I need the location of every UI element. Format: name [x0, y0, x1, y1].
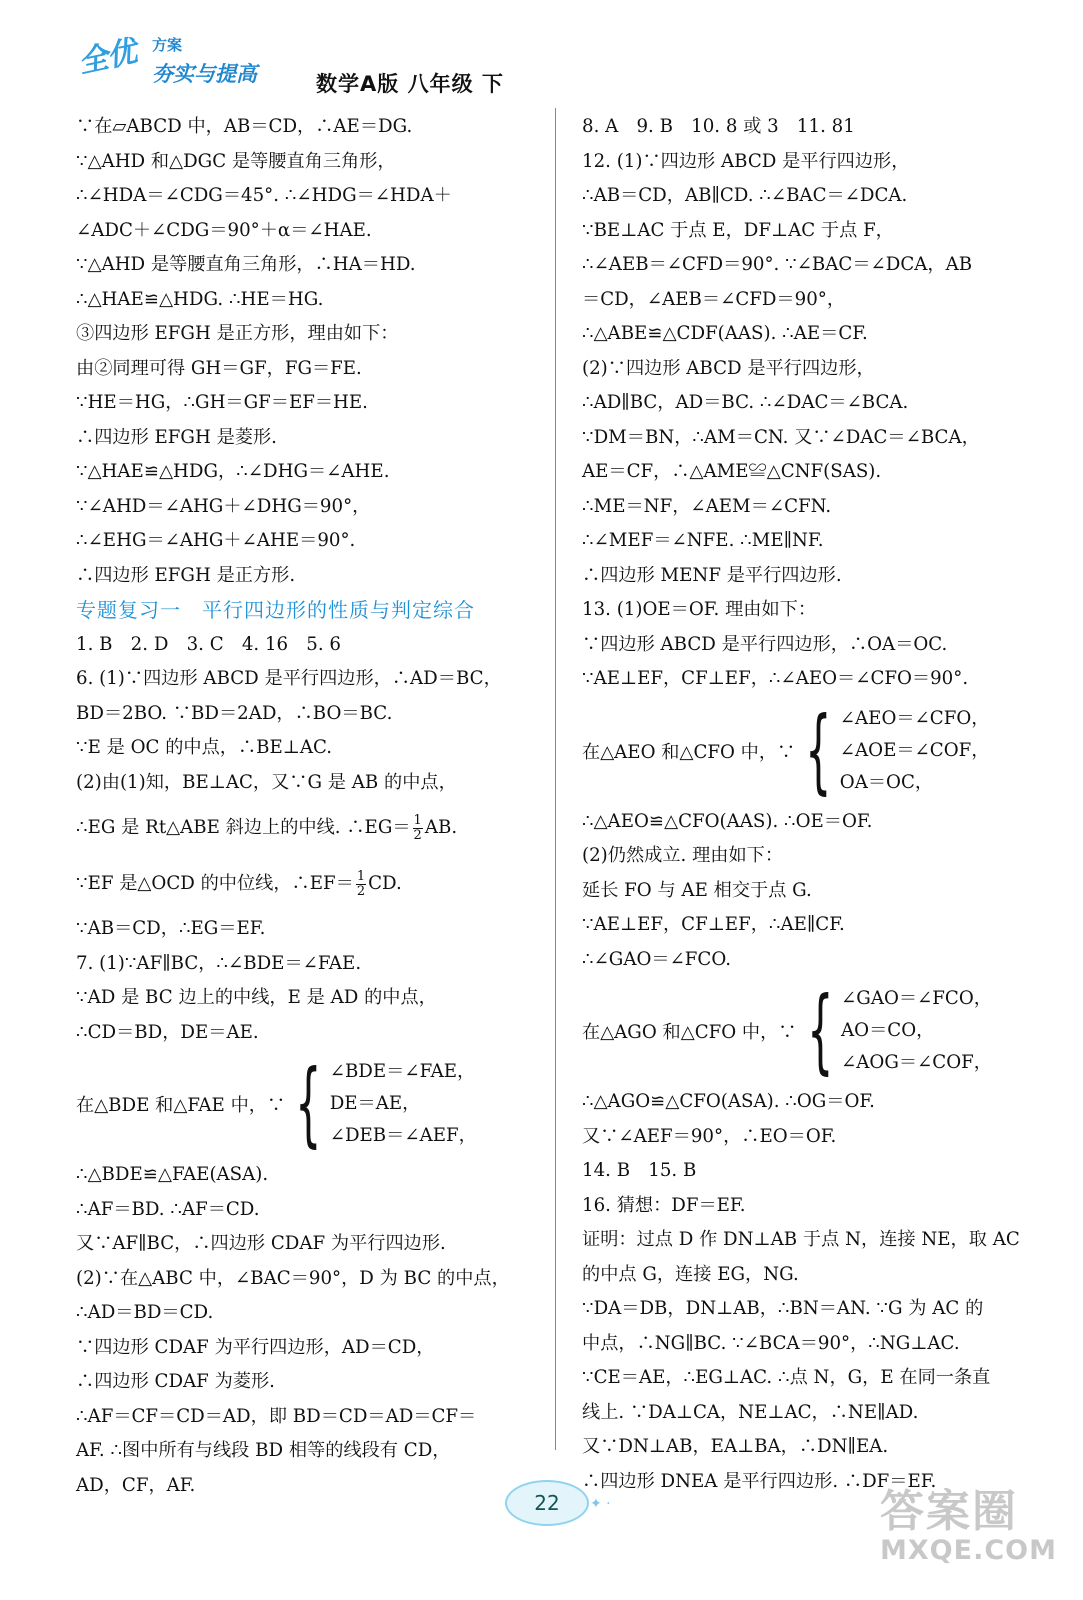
- text-line: 8. A 9. B 10. 8 或 3 11. 81: [582, 116, 855, 137]
- system-row: ∠GAO＝∠FCO，: [841, 988, 992, 1009]
- text-line: (2)由(1)知，BE⊥AC，又∵G 是 AB 的中点，: [76, 771, 457, 793]
- text-line: 14. B 15. B: [582, 1160, 697, 1181]
- q6-eg-after: AB.: [424, 817, 458, 838]
- left-block-b: [76, 628, 546, 801]
- fraction-numerator: 1: [413, 812, 422, 828]
- logo-top-text: 方案: [152, 36, 183, 54]
- text-line: ∵AB＝CD，∴EG＝EF.: [76, 918, 266, 939]
- sparkle-icon: ✦ ·: [590, 1496, 611, 1512]
- text-line: ∴∠MEF＝∠NFE. ∴ME∥NF.: [582, 530, 824, 551]
- fraction-denominator: 2: [413, 827, 422, 843]
- system-row: ∠BDE＝∠FAE，: [329, 1061, 476, 1082]
- text-line: AF. ∴图中所有与线段 BD 相等的线段有 CD，: [76, 1440, 451, 1461]
- text-line: ∵四边形 CDAF 为平行四边形，AD＝CD，: [76, 1336, 435, 1358]
- text-line: BD＝2BO. ∵BD＝2AD，∴BO＝BC.: [76, 702, 393, 724]
- text-line: ∴AD＝BD＝CD.: [76, 1302, 214, 1323]
- text-line: 12. (1)∵四边形 ABCD 是平行四边形，: [582, 150, 910, 172]
- watermark-text-cn: 答案圈: [880, 1486, 1018, 1537]
- q6-ef-after: CD.: [368, 873, 402, 894]
- text-line: ∵BE⊥AC 于点 E，DF⊥AC 于点 F，: [582, 219, 894, 241]
- text-line: ∴四边形 EFGH 是正方形.: [76, 564, 296, 586]
- right-column: [582, 110, 1057, 1499]
- text-line: ∴∠HDA＝∠CDG＝45°. ∴∠HDG＝∠HDA＋: [76, 185, 452, 206]
- text-line: ∴四边形 MENF 是平行四边形.: [582, 564, 842, 586]
- publisher-logo: [74, 30, 284, 90]
- logo-main-text: 全优: [75, 34, 140, 81]
- left-column: [76, 110, 546, 1503]
- text-line: 1. B 2. D 3. C 4. 16 5. 6: [76, 633, 341, 655]
- right-block-c: [582, 1085, 1057, 1499]
- text-line: ∠ADC＋∠CDG＝90°＋α＝∠HAE.: [76, 219, 372, 241]
- q6-eg-line: [76, 800, 546, 856]
- text-line: ∴△BDE≌△FAE(ASA).: [76, 1164, 269, 1185]
- text-line: ∵E 是 OC 的中点，∴BE⊥AC.: [76, 737, 333, 758]
- text-line: 16. 猜想：DF＝EF.: [582, 1194, 746, 1216]
- text-line: ∴△AEO≌△CFO(AAS). ∴OE＝OF.: [582, 810, 873, 832]
- left-brace-icon: {: [295, 1050, 322, 1157]
- fraction-half: [413, 814, 423, 843]
- text-line: ∵∠AHD＝∠AHG＋∠DHG＝90°，: [76, 495, 371, 517]
- text-line: ∴四边形 CDAF 为菱形.: [76, 1371, 275, 1392]
- system-rows: [841, 983, 992, 1079]
- text-line: ∵DA＝DB，DN⊥AB，∴BN＝AN. ∵G 为 AC 的: [582, 1298, 984, 1319]
- text-line: ∵AD 是 BC 边上的中线，E 是 AD 的中点，: [76, 987, 437, 1008]
- text-line: ∵CE＝AE，∴EG⊥AC. ∴点 N，G，E 在同一条直: [582, 1367, 991, 1388]
- system-row: AO＝CO，: [841, 1020, 935, 1041]
- text-line: ∵△AHD 是等腰直角三角形，∴HA＝HD.: [76, 254, 416, 275]
- text-line: 又∵AF∥BC，∴四边形 CDAF 为平行四边形.: [76, 1233, 446, 1254]
- text-line: ∵AE⊥EF，CF⊥EF，∴∠AEO＝∠CFO＝90°.: [582, 668, 969, 689]
- text-line: ∵四边形 ABCD 是平行四边形，∴OA＝OC.: [582, 633, 948, 655]
- text-line: ∵DM＝BN，∴AM＝CN. 又∵∠DAC＝∠BCA，: [582, 426, 980, 448]
- text-line: ∵AE⊥EF，CF⊥EF，∴AE∥CF.: [582, 914, 845, 935]
- text-line: ＝CD，∠AEB＝∠CFD＝90°，: [582, 288, 846, 310]
- text-line: ∴ME＝NF，∠AEM＝∠CFN.: [582, 495, 832, 517]
- text-line: AE＝CF，∴△AME≌△CNF(SAS).: [582, 461, 882, 482]
- text-line: ∴△HAE≌△HDG. ∴HE＝HG.: [76, 288, 324, 310]
- watermark-text-url: MXQE.COM: [880, 1535, 1057, 1566]
- text-line: ③四边形 EFGH 是正方形，理由如下：: [76, 323, 399, 344]
- text-line: AD，CF，AF.: [76, 1474, 196, 1496]
- fraction-half: [356, 870, 366, 899]
- system-lead-text: 在△AEO 和△CFO 中，∵: [582, 741, 796, 763]
- text-line: ∴∠AEB＝∠CFD＝90°. ∵∠BAC＝∠DCA，AB: [582, 254, 973, 275]
- text-line: ∴AD∥BC，AD＝BC. ∴∠DAC＝∠BCA.: [582, 392, 909, 413]
- text-line: 6. (1)∵四边形 ABCD 是平行四边形，∴AD＝BC，: [76, 668, 502, 689]
- equation-system-q7: [76, 1052, 546, 1156]
- text-line: (2)仍然成立. 理由如下：: [582, 845, 784, 866]
- fraction-denominator: 2: [356, 883, 366, 899]
- system-row: ∠DEB＝∠AEF，: [329, 1125, 477, 1146]
- text-line: ∴AB＝CD，AB∥CD. ∴∠BAC＝∠DCA.: [582, 185, 908, 206]
- system-row: DE＝AE，: [329, 1093, 421, 1114]
- text-line: 7. (1)∵AF∥BC，∴∠BDE＝∠FAE.: [76, 952, 362, 974]
- text-line: ∴△ABE≌△CDF(AAS). ∴AE＝CF.: [582, 323, 868, 344]
- text-line: 又∵∠AEF＝90°，∴EO＝OF.: [582, 1125, 837, 1147]
- system-row: ∠AOG＝∠COF，: [841, 1052, 992, 1073]
- left-brace-icon: {: [806, 977, 833, 1084]
- text-line: 线上. ∵DA⊥CA，NE⊥AC，∴NE∥AD.: [582, 1401, 919, 1423]
- column-divider: [555, 108, 556, 1450]
- text-line: ∴∠GAO＝∠FCO.: [582, 948, 731, 970]
- text-line: 又∵DN⊥AB，EA⊥BA，∴DN∥EA.: [582, 1436, 889, 1457]
- text-line: ∴△AGO≌△CFO(ASA). ∴OG＝OF.: [582, 1091, 875, 1112]
- text-line: ∵HE＝HG，∴GH＝GF＝EF＝HE.: [76, 392, 368, 413]
- watermark-logo: [880, 1475, 1080, 1585]
- text-line: 中点，∴NG∥BC. ∵∠BCA＝90°，∴NG⊥AC.: [582, 1332, 960, 1354]
- text-line: ∴∠EHG＝∠AHG＋∠AHE＝90°.: [76, 530, 356, 551]
- left-brace-icon: {: [805, 696, 832, 804]
- logo-bottom-text: 夯实与提高: [152, 62, 257, 86]
- system-row: OA＝OC，: [839, 771, 934, 793]
- section-title: 专题复习一 平行四边形的性质与判定综合: [76, 598, 475, 622]
- text-line: ∴四边形 EFGH 是菱形.: [76, 426, 277, 448]
- text-line: 延长 FO 与 AE 相交于点 G.: [582, 879, 812, 901]
- text-line: 由②同理可得 GH＝GF，FG＝FE.: [76, 357, 362, 379]
- page-header-title: 数学A版 八年级 下: [316, 72, 504, 96]
- system-lead-text: 在△BDE 和△FAE 中，∵: [76, 1095, 286, 1116]
- q6-ef-before: ∵EF 是△OCD 的中位线，∴EF＝: [76, 873, 354, 894]
- system-rows: [330, 1056, 477, 1152]
- fraction-numerator: 1: [356, 868, 366, 884]
- text-line: (2)∵在△ABC 中，∠BAC＝90°，D 为 BC 的中点，: [76, 1267, 510, 1289]
- equation-system-q13-2: [582, 979, 1057, 1083]
- left-block-d: [76, 1158, 546, 1503]
- right-block-b: [582, 805, 1057, 978]
- system-lead-text: 在△AGO 和△CFO 中，∵: [582, 1022, 797, 1043]
- left-block-c: [76, 912, 546, 1050]
- text-line: (2)∵四边形 ABCD 是平行四边形，: [582, 357, 875, 379]
- text-line: 证明：过点 D 作 DN⊥AB 于点 N，连接 NE，取 AC: [582, 1229, 1020, 1250]
- text-line: 的中点 G，连接 EG，NG.: [582, 1263, 799, 1285]
- system-row: ∠AOE＝∠COF，: [839, 739, 990, 761]
- text-line: ∵在▱ABCD 中，AB＝CD，∴AE＝DG.: [76, 116, 413, 137]
- text-line: 13. (1)OE＝OF. 理由如下：: [582, 599, 817, 620]
- text-line: ∵△HAE≌△HDG，∴∠DHG＝∠AHE.: [76, 461, 390, 482]
- right-block-a: [582, 110, 1057, 697]
- text-line: ∴CD＝BD，DE＝AE.: [76, 1021, 259, 1043]
- q6-eg-before: ∴EG 是 Rt△ABE 斜边上的中线. ∴EG＝: [76, 817, 411, 838]
- left-block-a: [76, 110, 546, 593]
- system-rows: [840, 703, 990, 799]
- page-number: 22: [505, 1480, 589, 1526]
- text-line: ∵△AHD 和△DGC 是等腰直角三角形，: [76, 150, 396, 172]
- text-line: ∴AF＝BD. ∴AF＝CD.: [76, 1198, 260, 1220]
- q6-ef-line: [76, 856, 546, 912]
- text-line: ∴四边形 DNEA 是平行四边形. ∴DF＝EF.: [582, 1470, 937, 1492]
- system-row: ∠AEO＝∠CFO，: [839, 707, 990, 729]
- text-line: ∴AF＝CF＝CD＝AD，即 BD＝CD＝AD＝CF＝: [76, 1405, 477, 1427]
- equation-system-q13-1: [582, 696, 1057, 804]
